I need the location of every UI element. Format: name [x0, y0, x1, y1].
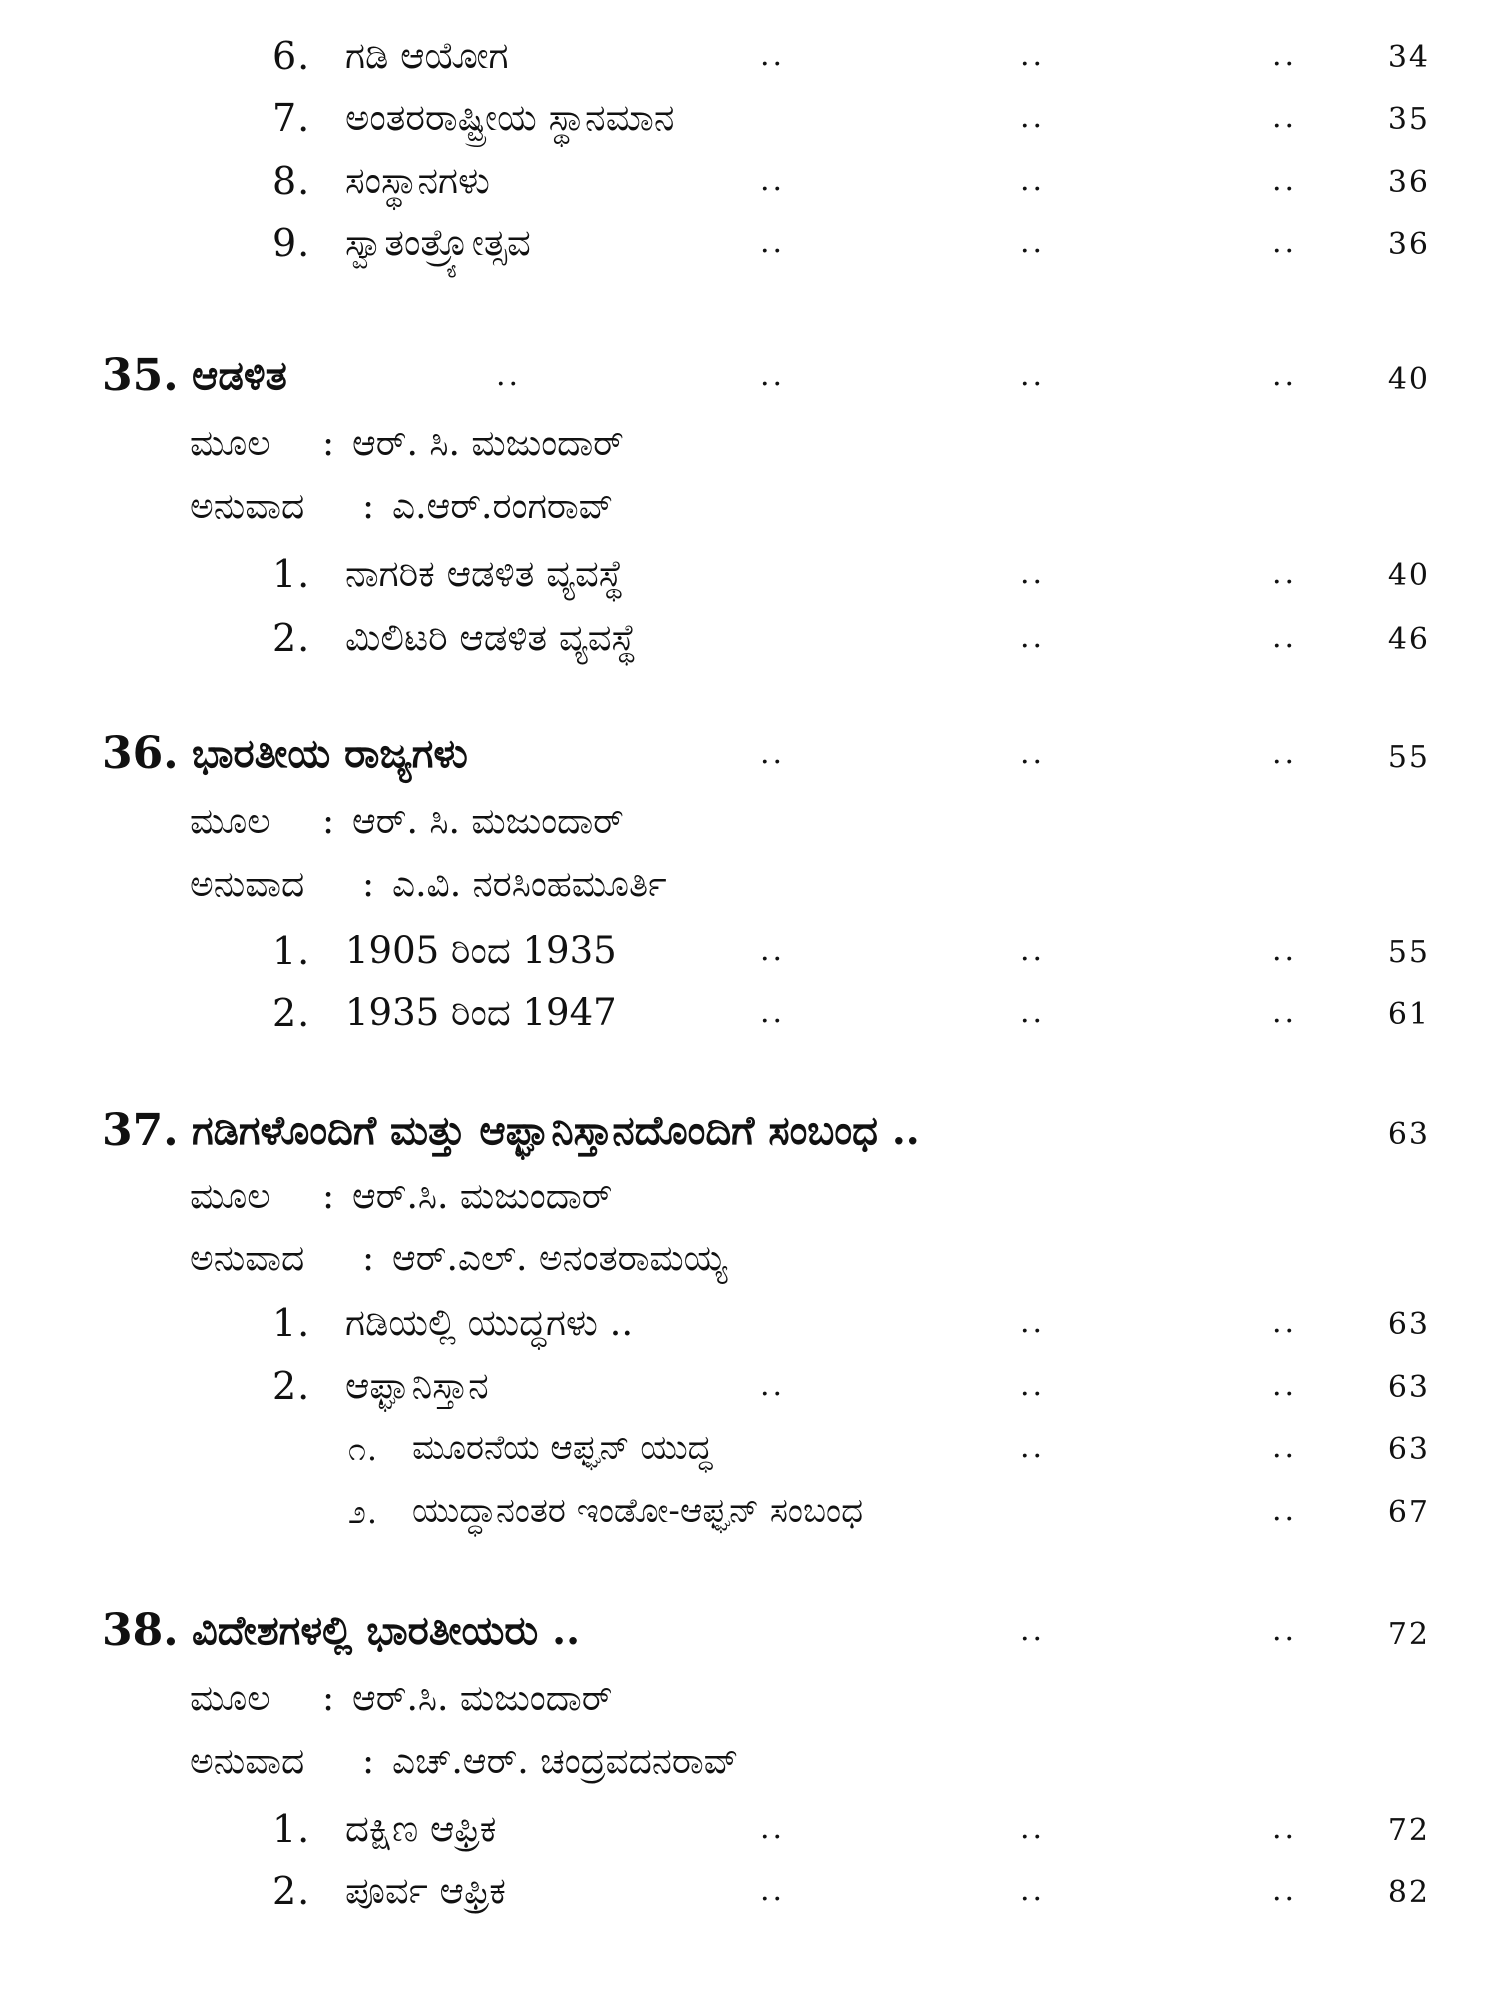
chapter-title: ಭಾರತೀಯ ರಾಜ್ಯಗಳು: [192, 730, 468, 777]
chapter-number: 35.: [102, 350, 179, 401]
entry-number: ೧.: [348, 1430, 379, 1468]
page-number: 55: [1387, 935, 1430, 970]
leader-dot: ..: [1020, 620, 1046, 655]
credit-colon: :: [362, 864, 375, 905]
leader-dot: ..: [760, 163, 786, 198]
leader-dot: ..: [1020, 995, 1046, 1030]
leader-dot: ..: [1020, 1368, 1046, 1403]
page-number: 61: [1387, 997, 1430, 1032]
leader-dot: ..: [760, 225, 786, 260]
credit-line: [0, 1672, 1500, 1732]
chapter-title: ಆಡಳಿತ: [192, 352, 287, 399]
entry-number: 1.: [272, 1807, 311, 1851]
credit-line: [0, 795, 1500, 855]
page-number: 63: [1387, 1432, 1430, 1467]
leader-dot: ..: [1272, 358, 1298, 393]
entry-number: 6.: [272, 34, 311, 78]
toc-subentry: [0, 1422, 1500, 1482]
leader-dot: ..: [1272, 38, 1298, 73]
credit-label: ಮೂಲ: [190, 423, 271, 464]
credit-colon: :: [322, 423, 335, 464]
credit-name: ಆರ್.ಎಲ್. ಅನಂತರಾಮಯ್ಯ: [392, 1238, 728, 1279]
leader-dot: ..: [760, 1811, 786, 1846]
credit-colon: :: [362, 1238, 375, 1279]
leader-dot: ..: [1020, 1873, 1046, 1908]
leader-dot: ..: [1272, 933, 1298, 968]
entry-title: ನಾಗರಿಕ ಆಡಳಿತ ವ್ಯವಸ್ಥೆ: [345, 552, 624, 595]
leader-dot: ..: [1020, 38, 1046, 73]
leader-dot: ..: [1020, 225, 1046, 260]
page-number: 67: [1387, 1495, 1430, 1530]
leader-dot: ..: [1272, 556, 1298, 591]
credit-name: ಆರ್. ಸಿ. ಮಜುಂದಾರ್: [352, 801, 624, 842]
entry-number: 1.: [272, 552, 311, 596]
leader-dot: ..: [1272, 225, 1298, 260]
entry-title: ಮಿಲಿಟರಿ ಆಡಳಿತ ವ್ಯವಸ್ಥೆ: [345, 616, 637, 659]
leader-dot: ..: [1020, 358, 1046, 393]
toc-entry: [0, 925, 1500, 985]
leader-dot: ..: [496, 358, 522, 393]
entry-number: 2.: [272, 991, 311, 1035]
leader-dot: ..: [760, 736, 786, 771]
chapter-heading: [0, 350, 1500, 410]
entry-number: 2.: [272, 1869, 311, 1913]
leader-dot: ..: [1020, 1430, 1046, 1465]
entry-title: ಪೂರ್ವ ಆಫ್ರಿಕ: [345, 1869, 506, 1912]
leader-dot: ..: [1020, 163, 1046, 198]
credit-name: ಎ.ಆರ್.ರಂಗರಾವ್: [392, 486, 614, 527]
toc-entry: [0, 217, 1500, 277]
leader-dot: ..: [760, 1368, 786, 1403]
page-number: 63: [1387, 1117, 1430, 1152]
toc-entry: [0, 1865, 1500, 1925]
leader-dot: ..: [1020, 1811, 1046, 1846]
leader-dot: ..: [1272, 1305, 1298, 1340]
credit-label: ಅನುವಾದ: [190, 486, 305, 527]
entry-title: ಮೂರನೆಯ ಆಫ್ಘನ್ ಯುದ್ಧ: [412, 1428, 713, 1468]
leader-dot: ..: [760, 1873, 786, 1908]
entry-title: ಅಂತರರಾಷ್ಟ್ರೀಯ ಸ್ಥಾನಮಾನ: [345, 96, 675, 139]
chapter-number: 37.: [102, 1105, 179, 1156]
toc-entry: [0, 548, 1500, 608]
leader-dot: ..: [1272, 995, 1298, 1030]
entry-title: ದಕ್ಷಿಣ ಆಫ್ರಿಕ: [345, 1807, 497, 1850]
page-number: 36: [1387, 227, 1430, 262]
credit-colon: :: [322, 1176, 335, 1217]
chapter-number: 36.: [102, 728, 179, 779]
credit-colon: :: [362, 1741, 375, 1782]
chapter-heading: [0, 1105, 1500, 1165]
entry-title: ಆಫ್ಘಾನಿಸ್ತಾನ: [345, 1364, 489, 1407]
toc-entry: [0, 1297, 1500, 1357]
credit-label: ಅನುವಾದ: [190, 864, 305, 905]
leader-dot: ..: [1272, 620, 1298, 655]
page-number: 46: [1387, 622, 1430, 657]
leader-dot: ..: [1272, 1430, 1298, 1465]
credit-line: [0, 1735, 1500, 1795]
credit-name: ಆರ್. ಸಿ. ಮಜುಂದಾರ್: [352, 423, 624, 464]
credit-name: ಆರ್.ಸಿ. ಮಜುಂದಾರ್: [352, 1678, 613, 1719]
entry-number: 7.: [272, 96, 311, 140]
toc-entry: [0, 92, 1500, 152]
entry-number: 1.: [272, 1301, 311, 1345]
entry-number: 2.: [272, 616, 311, 660]
credit-name: ಎ.ವಿ. ನರಸಿಂಹಮೂರ್ತಿ: [392, 864, 667, 905]
entry-number: 9.: [272, 221, 311, 265]
page-number: 55: [1387, 740, 1430, 775]
entry-title: 1935 ರಿಂದ 1947: [345, 991, 617, 1034]
leader-dot: ..: [1272, 1368, 1298, 1403]
credit-name: ಆರ್.ಸಿ. ಮಜುಂದಾರ್: [352, 1176, 613, 1217]
page-number: 35: [1387, 102, 1430, 137]
chapter-heading: [0, 728, 1500, 788]
leader-dot: ..: [1272, 1873, 1298, 1908]
entry-title: ಗಡಿ ಆಯೋಗ: [345, 34, 509, 77]
page-number: 82: [1387, 1875, 1430, 1910]
credit-line: [0, 480, 1500, 540]
leader-dot: ..: [760, 358, 786, 393]
entry-number: 1.: [272, 929, 311, 973]
entry-title: ಸ್ವಾತಂತ್ರ್ಯೋತ್ಸವ: [345, 221, 531, 264]
leader-dot: ..: [1020, 556, 1046, 591]
leader-dot: ..: [1272, 100, 1298, 135]
entry-title: 1905 ರಿಂದ 1935: [345, 929, 617, 972]
page-number: 63: [1387, 1370, 1430, 1405]
credit-line: [0, 858, 1500, 918]
entry-title: ಸಂಸ್ಥಾನಗಳು: [345, 159, 490, 202]
credit-colon: :: [322, 1678, 335, 1719]
entry-number: ೨.: [348, 1493, 379, 1531]
leader-dot: ..: [760, 995, 786, 1030]
leader-dot: ..: [760, 933, 786, 968]
entry-number: 2.: [272, 1364, 311, 1408]
page-number: 34: [1387, 40, 1430, 75]
page-number: 40: [1387, 362, 1430, 397]
credit-line: [0, 1232, 1500, 1292]
credit-label: ಅನುವಾದ: [190, 1741, 305, 1782]
toc-entry: [0, 155, 1500, 215]
entry-title: ಯುದ್ಧಾನಂತರ ಇಂಡೋ-ಆಫ್ಘನ್ ಸಂಬಂಧ: [412, 1491, 864, 1531]
chapter-title: ವಿದೇಶಗಳಲ್ಲಿ ಭಾರತೀಯರು ..: [192, 1607, 581, 1654]
credit-label: ಮೂಲ: [190, 801, 271, 842]
credit-label: ಮೂಲ: [190, 1176, 271, 1217]
page-number: 63: [1387, 1307, 1430, 1342]
leader-dot: ..: [1272, 1811, 1298, 1846]
credit-line: [0, 417, 1500, 477]
toc-entry: [0, 612, 1500, 672]
leader-dot: ..: [1020, 736, 1046, 771]
credit-label: ಮೂಲ: [190, 1678, 271, 1719]
credit-label: ಅನುವಾದ: [190, 1238, 305, 1279]
toc-entry: [0, 30, 1500, 90]
toc-subentry: [0, 1485, 1500, 1545]
credit-line: [0, 1170, 1500, 1230]
credit-colon: :: [362, 486, 375, 527]
page-number: 36: [1387, 165, 1430, 200]
toc-entry: [0, 1803, 1500, 1863]
leader-dot: ..: [1020, 933, 1046, 968]
leader-dot: ..: [760, 38, 786, 73]
credit-name: ಎಚ್.ಆರ್. ಚಂದ್ರವದನರಾವ್: [392, 1741, 739, 1782]
leader-dot: ..: [1272, 736, 1298, 771]
chapter-title: ಗಡಿಗಳೊಂದಿಗೆ ಮತ್ತು ಆಫ್ಘಾನಿಸ್ತಾನದೊಂದಿಗೆ ಸಂಬಂಧ ..: [192, 1107, 920, 1154]
entry-title: ಗಡಿಯಲ್ಲಿ ಯುದ್ಧಗಳು ..: [345, 1301, 634, 1344]
page-number: 72: [1387, 1617, 1430, 1652]
leader-dot: ..: [1272, 1613, 1298, 1648]
chapter-heading: [0, 1605, 1500, 1665]
entry-number: 8.: [272, 159, 311, 203]
credit-colon: :: [322, 801, 335, 842]
toc-entry: [0, 1360, 1500, 1420]
chapter-number: 38.: [102, 1605, 179, 1656]
leader-dot: ..: [1020, 100, 1046, 135]
leader-dot: ..: [1272, 163, 1298, 198]
leader-dot: ..: [1020, 1613, 1046, 1648]
page-number: 72: [1387, 1813, 1430, 1848]
toc-entry: [0, 987, 1500, 1047]
leader-dot: ..: [1020, 1305, 1046, 1340]
page-number: 40: [1387, 558, 1430, 593]
leader-dot: ..: [1272, 1493, 1298, 1528]
